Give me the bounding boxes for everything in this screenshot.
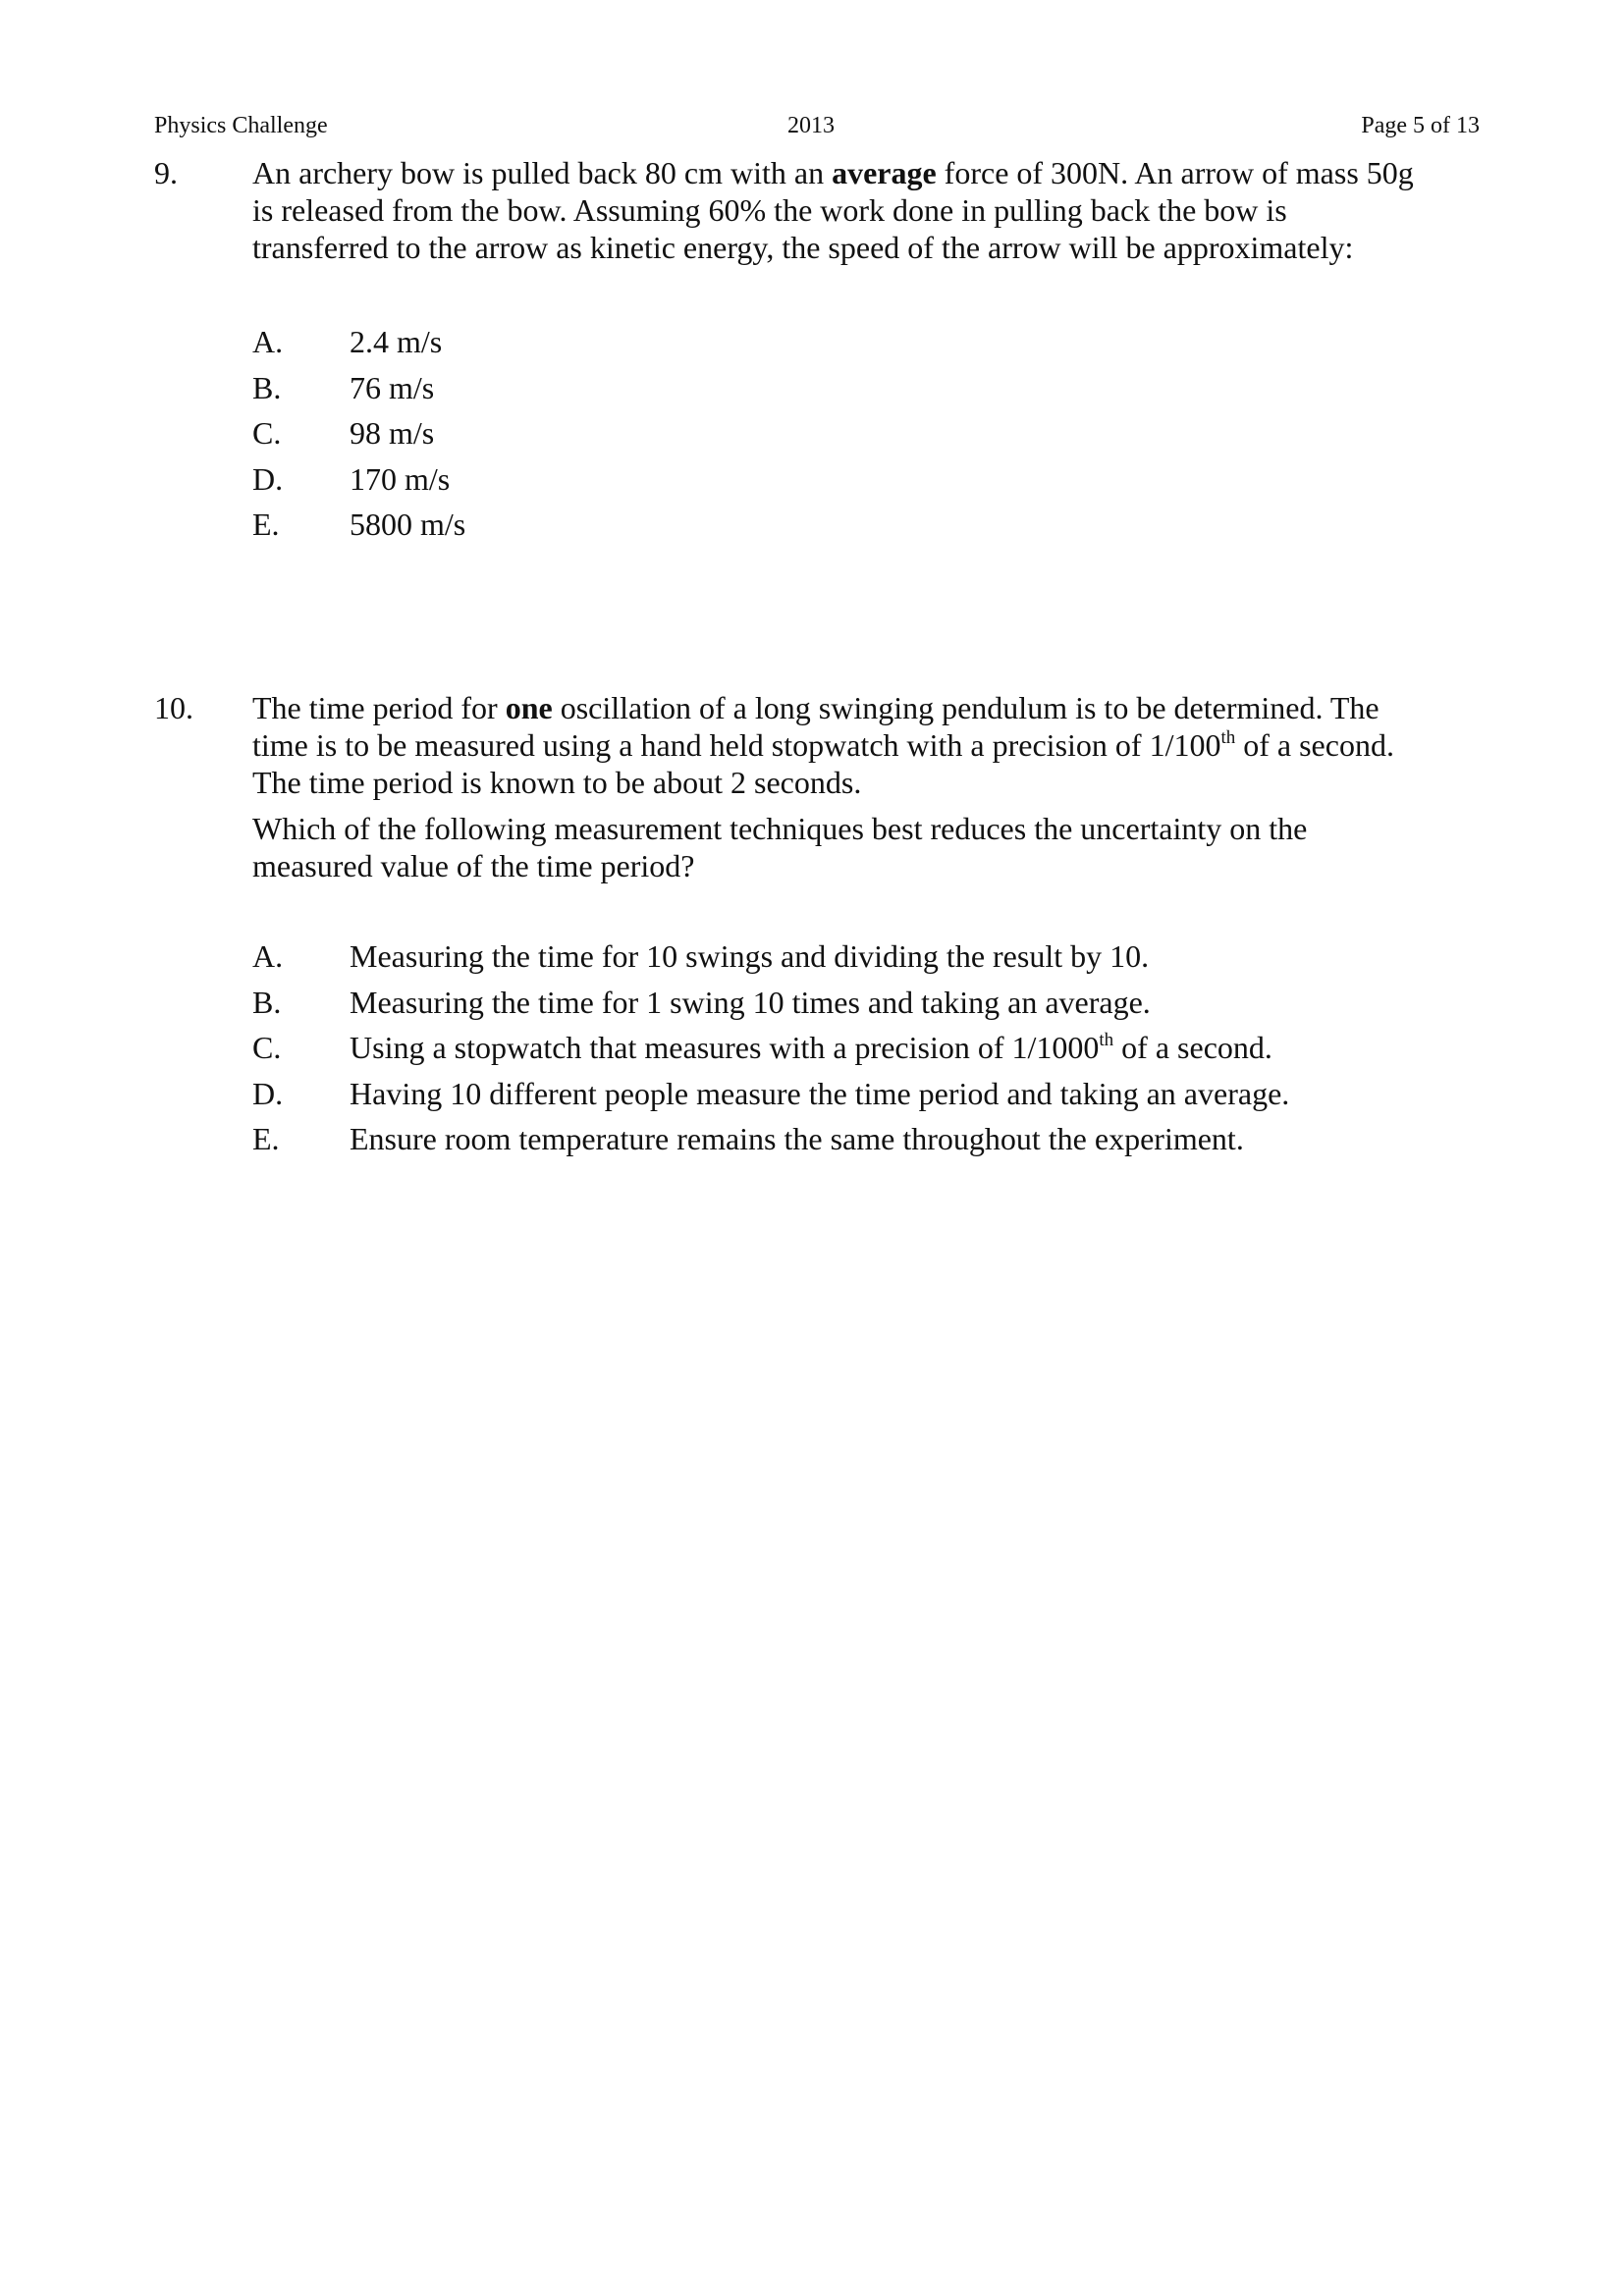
option-letter: B. — [252, 984, 282, 1020]
question-line — [252, 726, 1480, 764]
question-line — [252, 229, 1480, 266]
option-letter: E. — [252, 1121, 280, 1156]
option-d[interactable] — [252, 460, 1480, 507]
option-letter: C. — [252, 1030, 282, 1065]
option-d[interactable] — [252, 1075, 1480, 1121]
option-text: Measuring the time for 1 swing 10 times and taking an average. — [350, 984, 1151, 1020]
question-number: 10. — [154, 690, 193, 725]
question-line — [252, 689, 1480, 726]
option-letter: D. — [252, 1075, 284, 1111]
option-text: 170 m/s — [350, 460, 451, 497]
question-line: Which of the following measurement techniques best reduces the uncertainty on the — [252, 811, 1308, 846]
text-span: is released from the bow. Assuming 60% the work done in pulling back the bow is — [252, 192, 1287, 228]
option-b[interactable] — [252, 984, 1480, 1030]
header-title: Physics Challenge — [154, 113, 328, 138]
option-letter: A. — [252, 324, 284, 359]
option-letter: B. — [252, 369, 282, 405]
header-year: 2013 — [787, 113, 835, 138]
option-e[interactable] — [252, 506, 1480, 552]
option-letter: E. — [252, 507, 280, 542]
option-letter: A. — [252, 938, 284, 974]
option-a[interactable] — [252, 937, 1480, 984]
text-span: Using a stopwatch that measures with a precision of 1/1000 — [350, 1030, 1100, 1065]
option-text: 76 m/s — [350, 369, 435, 405]
text-span: The time period for — [252, 690, 506, 725]
header-page-number: Page 5 of 13 — [1361, 113, 1480, 138]
text-span: of a second. — [1235, 727, 1394, 763]
option-b[interactable] — [252, 369, 1480, 415]
text-span: time is to be measured using a hand held stopwatch with a precision of 1/100 — [252, 727, 1221, 763]
options-list — [252, 323, 1480, 552]
option-letter: C. — [252, 415, 282, 451]
question-text — [252, 154, 1480, 266]
question-line — [252, 154, 1480, 191]
emphasis-text: average — [832, 155, 937, 190]
option-e[interactable] — [252, 1120, 1480, 1166]
text-span: of a second. — [1113, 1030, 1272, 1065]
option-letter: D. — [252, 460, 284, 497]
page-header — [154, 110, 1480, 141]
question-line: measured value of the time period? — [252, 848, 695, 883]
superscript: th — [1099, 1030, 1114, 1050]
text-span: transferred to the arrow as kinetic energy, the speed of the arrow will be approximately: — [252, 230, 1354, 265]
option-a[interactable] — [252, 323, 1480, 369]
option-text: Having 10 different people measure the time period and taking an average. — [350, 1075, 1290, 1111]
question-line — [252, 191, 1480, 229]
option-text: 2.4 m/s — [350, 324, 443, 359]
option-text: Ensure room temperature remains the same throughout the experiment. — [350, 1121, 1244, 1156]
option-text: Measuring the time for 10 swings and dividing the result by 10. — [350, 938, 1150, 974]
question-line: The time period is known to be about 2 seconds. — [252, 765, 862, 800]
option-text: 5800 m/s — [350, 507, 466, 542]
question-text — [252, 689, 1480, 884]
text-span: force of 300N. An arrow of mass 50g — [936, 155, 1414, 190]
option-text — [350, 1029, 1272, 1066]
option-c[interactable] — [252, 414, 1480, 460]
emphasis-text: one — [505, 690, 553, 725]
superscript: th — [1220, 727, 1236, 748]
option-text: 98 m/s — [350, 415, 435, 451]
options-list — [252, 937, 1480, 1166]
text-span: oscillation of a long swinging pendulum is to be determined. The — [552, 690, 1380, 725]
text-span: An archery bow is pulled back 80 cm with an — [252, 155, 833, 190]
option-c[interactable] — [252, 1029, 1480, 1075]
question-number: 9. — [154, 155, 178, 190]
